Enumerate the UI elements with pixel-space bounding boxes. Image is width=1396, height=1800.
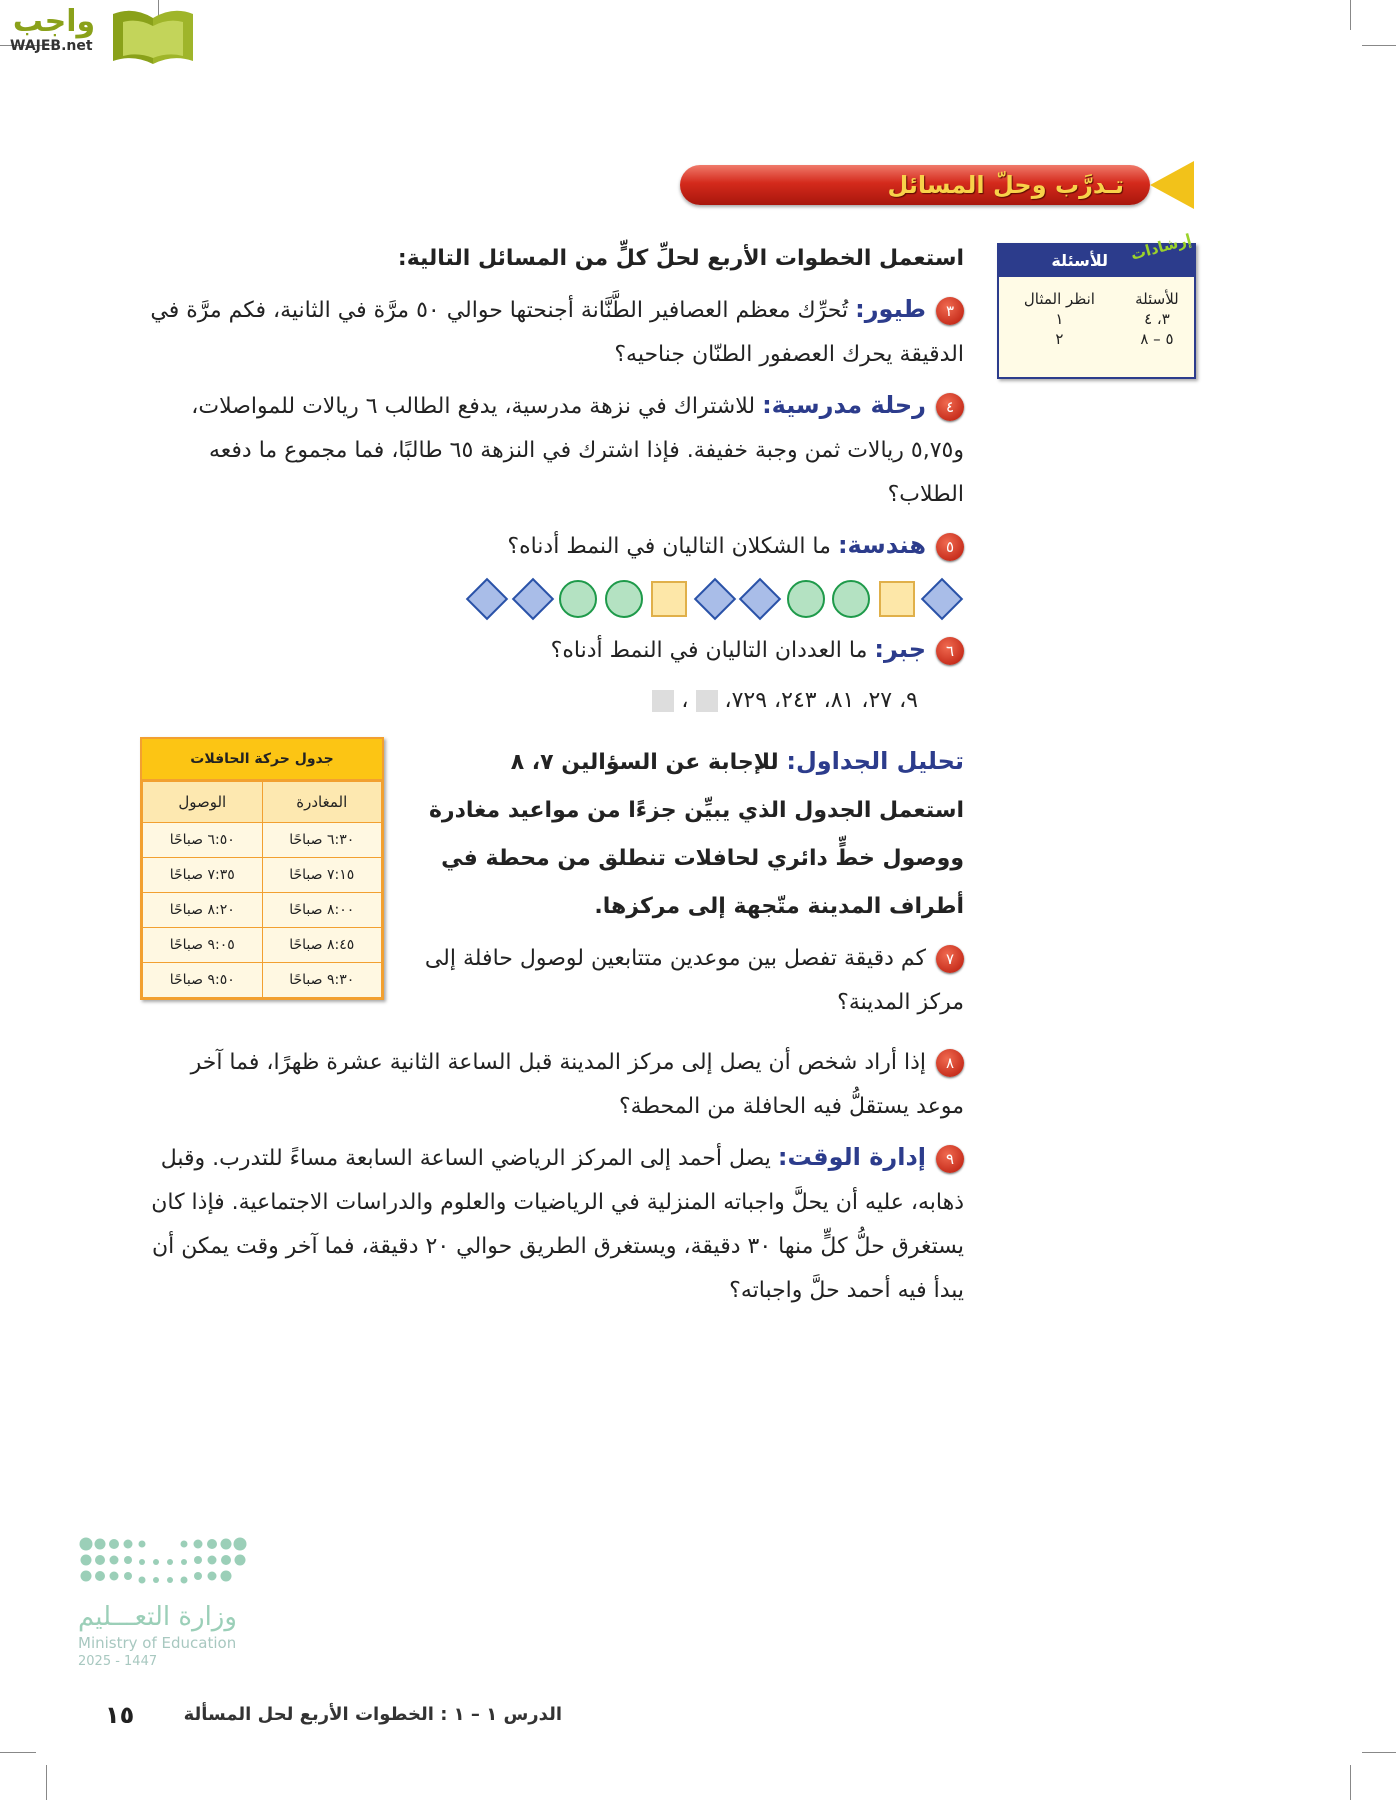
section-banner xyxy=(680,161,1194,209)
bus-schedule-table xyxy=(140,737,384,1000)
dot xyxy=(81,1571,92,1582)
shape-pattern xyxy=(464,575,964,627)
table-cell: ٨:٢٠ صباحًا xyxy=(143,893,263,928)
hints-box xyxy=(997,230,1196,379)
dot xyxy=(181,1577,188,1584)
problem-text: كم دقيقة تفصل بين موعدين متتابعين لوصول حافلة إلى مركز المدينة؟ xyxy=(424,946,964,1015)
dot xyxy=(81,1555,92,1566)
problem-5 xyxy=(140,523,964,569)
table-row xyxy=(143,928,382,963)
dot xyxy=(208,1556,217,1565)
problem-7 xyxy=(424,937,964,1025)
problem-number: ٣ xyxy=(936,297,964,325)
hints-col-questions: للأسئلة xyxy=(1135,290,1179,308)
table-row xyxy=(143,858,382,893)
crop-mark xyxy=(46,1765,47,1800)
ministry-year: 2025 - 1447 xyxy=(78,1654,158,1669)
dot xyxy=(208,1572,217,1581)
crop-mark xyxy=(1350,0,1351,30)
problem-text: ما الشكلان التاليان في النمط أدناه؟ xyxy=(507,534,831,559)
table-cell: ٧:٣٥ صباحًا xyxy=(143,858,263,893)
dot xyxy=(181,1559,187,1565)
hints-cell: ٢ xyxy=(1055,330,1064,348)
dot xyxy=(95,1539,106,1550)
problem-9 xyxy=(140,1135,964,1313)
table-cell: ٧:١٥ صباحًا xyxy=(262,858,382,893)
square-shape xyxy=(651,581,687,617)
table-title: جدول حركة الحافلات xyxy=(142,739,382,781)
table-row xyxy=(143,823,382,858)
dot xyxy=(153,1559,159,1565)
crop-mark xyxy=(1362,45,1396,46)
crop-mark xyxy=(1350,1765,1351,1800)
logo-arabic: واجب xyxy=(12,4,96,39)
problem-number: ٧ xyxy=(936,945,964,973)
blank-box xyxy=(652,690,674,712)
table-cell: ٩:٣٠ صباحًا xyxy=(262,963,382,998)
problem-keyword: طيور: xyxy=(855,295,926,323)
table-cell: ٩:٥٠ صباحًا xyxy=(143,963,263,998)
instructions: استعمل الخطوات الأربع لحلِّ كلٍّ من المسائل التالية: xyxy=(397,246,964,271)
problem-text: يصل أحمد إلى المركز الرياضي الساعة السابعة مساءً للتدرب. وقبل ذهابه، عليه أن يحلَّ واجباته المنزلية في الرياضيات والعلوم والدراسات الاجتماعية. فإذا كان يستغرق حلُّ كلٍّ منها ٣٠ دقيقة، ويستغرق الطريق حوالي ٢٠ دقيقة، فما آخر وقت يمكن أن يبدأ فيه أحمد حلَّ واجباته؟ xyxy=(151,1146,964,1303)
book-icon xyxy=(108,6,198,66)
dot xyxy=(109,1539,119,1549)
dot xyxy=(110,1556,119,1565)
ministry-name-en: Ministry of Education xyxy=(78,1634,237,1652)
problems-column xyxy=(140,237,964,1319)
problem-number: ٨ xyxy=(936,1049,964,1077)
problem-text: للاشتراك في نزهة مدرسية، يدفع الطالب ٦ ريالات للمواصلات، و٥,٧٥ ريالات ثمن وجبة خفيفة. فإذا اشترك في النزهة ٦٥ طالبًا، فما مجموع ما دفعه الطلاب؟ xyxy=(191,394,964,507)
problem-keyword: إدارة الوقت: xyxy=(777,1143,926,1171)
hints-cell: ٣، ٤ xyxy=(1144,310,1170,328)
problem-keyword: هندسة: xyxy=(837,531,926,559)
wajeb-logo[interactable] xyxy=(10,6,98,54)
table-cell: ٦:٥٠ صباحًا xyxy=(143,823,263,858)
problem-number: ٥ xyxy=(936,533,964,561)
problem-6 xyxy=(140,627,964,673)
hints-cell: ١ xyxy=(1055,310,1064,328)
page-number: ١٥ xyxy=(105,1701,135,1729)
dot xyxy=(80,1538,93,1551)
table-analysis-column xyxy=(424,737,964,1031)
diamond-shape xyxy=(921,578,963,620)
dot xyxy=(194,1540,203,1549)
table-row xyxy=(143,963,382,998)
square-shape xyxy=(879,581,915,617)
problem-text: ما العددان التاليان في النمط أدناه؟ xyxy=(550,638,868,663)
crop-mark xyxy=(0,1752,36,1753)
problem-3 xyxy=(140,287,964,377)
dot xyxy=(221,1571,232,1582)
circle-shape xyxy=(605,580,643,618)
hints-cell: ٥ – ٨ xyxy=(1140,330,1174,348)
table-section xyxy=(140,737,964,1031)
dot xyxy=(95,1555,105,1565)
hints-tag: إرشادات xyxy=(1128,230,1194,264)
dot xyxy=(124,1540,133,1549)
dot xyxy=(139,1577,146,1584)
problem-number: ٩ xyxy=(936,1145,964,1173)
arrow-icon xyxy=(1150,161,1194,209)
dot xyxy=(110,1572,119,1581)
problem-keyword: جبر: xyxy=(874,635,926,663)
blank-box xyxy=(696,690,718,712)
section-title: تـدرَّب وحلّ المسائل xyxy=(887,171,1124,199)
ministry-dots-icon xyxy=(78,1536,248,1596)
dot xyxy=(235,1555,246,1566)
dot xyxy=(194,1556,202,1564)
problem-text: للإجابة عن السؤالين ٧، ٨ استعمل الجدول الذي يبيِّن جزءًا من مواعيد مغادرة ووصول خطٍّ دائري لحافلات تنطلق من محطة في أطراف المدينة متّجهة إلى مركزها. xyxy=(428,750,964,919)
number-sequence: ٩، ٢٧، ٨١، ٢٤٣، ٧٢٩، ، xyxy=(140,679,964,723)
ministry-name-ar: وزارة التعـــليم xyxy=(78,1602,237,1632)
problem-keyword: رحلة مدرسية: xyxy=(762,391,926,419)
dot xyxy=(181,1541,188,1548)
table-cell: ٩:٠٥ صباحًا xyxy=(143,928,263,963)
diamond-shape xyxy=(739,578,781,620)
diamond-shape xyxy=(511,578,553,620)
hints-header: للأسئلة xyxy=(1051,251,1108,270)
dot xyxy=(167,1577,173,1583)
problem-8 xyxy=(140,1041,964,1129)
ministry-logo xyxy=(78,1536,248,1670)
dot xyxy=(95,1571,105,1581)
crop-mark xyxy=(1362,1752,1396,1753)
hints-col-example: انظر المثال xyxy=(1023,290,1095,308)
problem-text: تُحرِّك معظم العصافير الطَّنَّانة أجنحتها حوالي ٥٠ مرَّة في الثانية، فكم مرَّة في الدقيقة يحرك العصفور الطنّان جناحيه؟ xyxy=(150,298,964,367)
circle-shape xyxy=(559,580,597,618)
dot xyxy=(124,1556,132,1564)
dot xyxy=(221,1555,231,1565)
problem-number: ٦ xyxy=(936,637,964,665)
table-analysis-intro xyxy=(424,737,964,931)
table-cell: ٦:٣٠ صباحًا xyxy=(262,823,382,858)
dot xyxy=(139,1559,145,1565)
dot xyxy=(139,1541,146,1548)
dot xyxy=(221,1539,232,1550)
circle-shape xyxy=(787,580,825,618)
diamond-shape xyxy=(693,578,735,620)
column-header-departure: المغادرة xyxy=(262,782,382,823)
lesson-footer: الدرس ١ – ١ : الخطوات الأربع لحل المسألة xyxy=(183,1704,562,1725)
dot xyxy=(194,1572,202,1580)
table-cell: ٨:٠٠ صباحًا xyxy=(262,893,382,928)
dot xyxy=(124,1572,132,1580)
dot xyxy=(153,1577,159,1583)
dot xyxy=(167,1559,173,1565)
dot xyxy=(207,1539,217,1549)
problem-keyword: تحليل الجداول: xyxy=(786,747,964,775)
diamond-shape xyxy=(466,578,508,620)
sequence-values: ٩، ٢٧، ٨١، ٢٤٣، ٧٢٩، xyxy=(724,688,918,713)
problem-text: إذا أراد شخص أن يصل إلى مركز المدينة قبل الساعة الثانية عشرة ظهرًا، فما آخر موعد يستقلُّ فيه الحافلة من المحطة؟ xyxy=(190,1050,964,1119)
logo-latin: WAJEB.net xyxy=(10,38,93,54)
circle-shape xyxy=(832,580,870,618)
table-row xyxy=(143,893,382,928)
problem-number: ٤ xyxy=(936,393,964,421)
problem-4 xyxy=(140,383,964,517)
column-header-arrival: الوصول xyxy=(143,782,263,823)
dot xyxy=(234,1538,247,1551)
table-cell: ٨:٤٥ صباحًا xyxy=(262,928,382,963)
